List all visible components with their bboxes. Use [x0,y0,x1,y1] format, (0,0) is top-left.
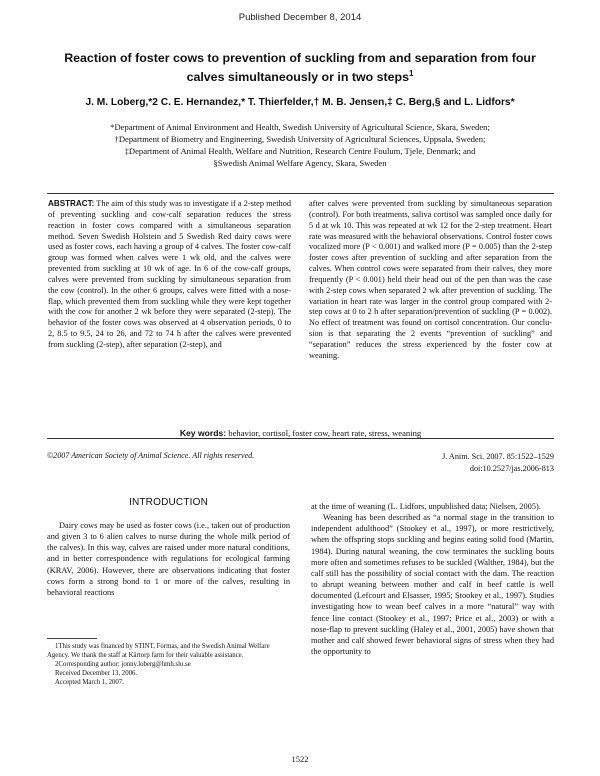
footnote-funding: 1This study was financed by STINT, Formas, and the Swedish Animal Welfare Agency. We thank the staff at Kärtorp farm for their valuable assistance. [47,643,270,659]
page-number: 1522 [291,754,309,764]
footnote-corresponding: 2Corresponding author: jonny.loberg@hmh.slu.se [55,660,191,668]
abstract-text-left: The aim of this study was to investigate if a 2-step method of preventing suckling and cow-calf separation reduces the stress reaction in foster cows compared with a simultaneous separation method. Seven Swedish Holstein and 5 Swedish Red dairy cows were used as foster cows, each having a group of 4 calves. The foster cow-calf group was formed when calves were 1 wk old, and the calves were prevented from suckling at 10 wk of age. In 6 of the cow-calf groups, calves were prevented from suckling by simultaneous separation from the cow (control). In the other 6 groups, calves were fitted with a nose-flap, which prevented them from suckling while they were kept together with the cow for another 2 wk before they were separated (2-step). The behavior of the foster cows was observed at 4 observation periods, 0 to 2, 8.5 to 9.5, 24 to 26, and 72 to 74 h after the calves were prevented from suckling (2-step), after separation (2-step), and [48,199,291,349]
journal-citation [320,451,554,474]
abstract-label: ABSTRACT: [48,199,95,208]
footnote-accepted: Accepted March 1, 2007. [55,678,124,686]
article-title-text: Reaction of foster cows to prevention of suckling from and separation from four calves simultaneously or in two steps [64,51,536,85]
affiliation-line: §Swedish Animal Welfare Agency, Skara, Sweden [213,158,387,169]
affiliations [40,121,560,169]
intro-left-column [47,520,290,598]
affiliation-line: ‡Department of Animal Health, Welfare and Nutrition, Research Centre Foulum, Tjele, Denmark; and [124,146,476,157]
affiliation-line: †Department of Biometry and Engineering, Swedish University of Agricultural Sciences, Uppsala, Sweden; [114,134,486,145]
abstract-text-right: after calves were prevented from suckling by simultaneous separation (control). For both treatments, saliva cortisol was sampled once daily for 5 d at wk 10. This was repeated at wk 12 for the 2-step treatment. Heart rate was measured with the behavioral observations. Control foster cows vocalized more (P < 0.001) and walked more (P = 0.005) than the 2-step foster cows after prevention of suckling and after separation from the calves. When control cows were separated from their calves, they more frequently (P < 0.001) held their head out of the pen than was the case with 2-step cows when separated 2 wk after prevention of suckling. The variation in heart rate was larger in the control group compared with 2-step cows at 0 to 2 h after separation/prevention of suckling (P = 0.002). No effect of treatment was found on cortisol concentration. Our conclusion is that separating the 2 events “prevention of suckling” and “separation” reduces the stress experienced by the foster cow at weaning. [309,199,552,360]
abstract-right-column [309,199,552,362]
journal-reference: J. Anim. Sci. 2007. 85:1522–1529 [442,452,554,461]
section-heading-introduction: INTRODUCTION [128,497,209,508]
intro-paragraph: Weaning has been described as “a normal stage in the transition to independent adulthood” (Stookey et al., 1997), or more restrictively, when the offspring stops suckling and begins eating solid food (Martin, 1984). During natural weaning, the cow terminates the suckling bouts more often and sometimes refuses to be suckled (Walther, 1984), but the calf still has the possibility of social contact with the dam. The reaction to abrupt weaning between mother and calf in beef cattle is well documented (Lefcourt and Elsasser, 1995; Stookey et al., 1997). Studies investigating how to wean beef calves in a more “natural” way with fence line contact (Stookey et al., 1997; Price et al., 2003) or with a nose-flap to prevent suckling (Haley et al., 2001, 2005) have shown that mother and calf showed fewer behavioral signs of stress when they had the opportunity to [311,513,554,657]
intro-paragraph: at the time of weaning (L. Lidfors, unpublished data; Nielsen, 2005). [311,502,541,511]
keywords-text: behavior, cortisol, foster cow, heart rate, stress, weaning [228,428,422,438]
published-date: Published December 8, 2014 [238,12,362,23]
footnotes [47,643,290,688]
doi-link[interactable]: doi:10.2527/jas.2006-813 [469,463,554,473]
author-list: J. M. Loberg,*2 C. E. Hernandez,* T. Thierfelder,† M. B. Jensen,‡ C. Berg,§ and L. Lidfors* [85,97,515,108]
article-title [60,50,540,85]
keywords-label: Key words: [179,428,227,438]
footnote-received: Received December 13, 2006. [55,669,138,677]
intro-paragraph: Dairy cows may be used as foster cows (i.e., taken out of production and given 3 to 6 alien calves to nurse during the whole milk period of the calves). In this way, calves are raised under more natural conditions, and in better correspondence with regulations for ecological farming (KRAV, 2006). However, there are observations indicating that foster cows form a strong bond to 1 or more of the calves, resulting in behavioral reactions [47,521,290,597]
copyright-notice: ©2007 American Society of Animal Science. All rights reserved. [47,451,255,460]
abstract-left-column [48,199,291,351]
title-footnote-marker: 1 [408,69,414,78]
affiliation-line: *Department of Animal Environment and Health, Swedish University of Agricultural Science, Skara, Sweden; [110,122,490,132]
footnote-divider [47,638,97,639]
intro-right-column [311,501,554,657]
keywords [47,428,554,438]
